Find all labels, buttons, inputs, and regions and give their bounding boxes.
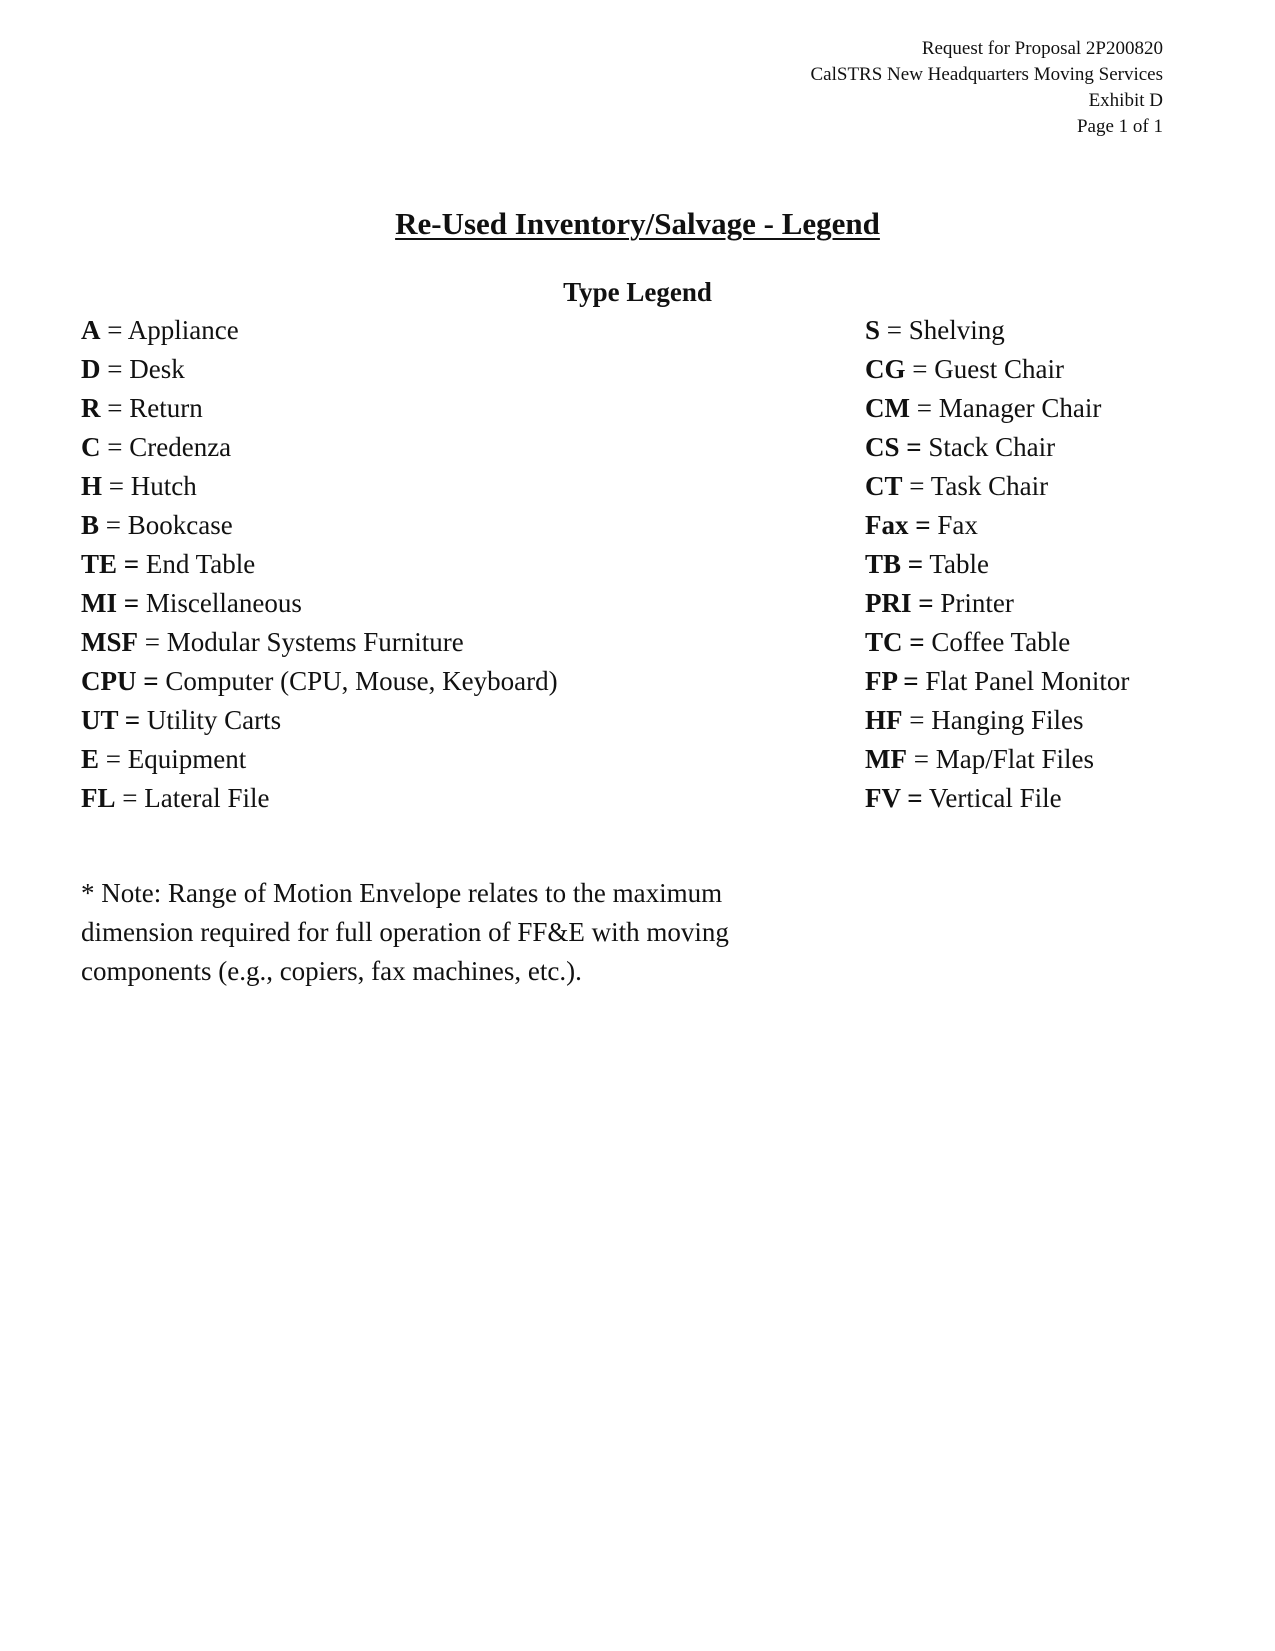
- legend-desc: Shelving: [908, 315, 1005, 345]
- legend-item: [865, 740, 1129, 779]
- legend-code: FL: [81, 783, 116, 813]
- page-title-text: Re-Used Inventory/Salvage - Legend: [395, 206, 880, 241]
- footnote: * Note: Range of Motion Envelope relates to the maximum dimension required for full operation of FF&E with moving components (e.g., copiers, fax machines, etc.).: [81, 878, 729, 986]
- legend-code: B: [81, 510, 100, 540]
- legend-equals: =: [99, 744, 128, 774]
- legend-code: PRI =: [865, 588, 934, 618]
- legend-desc: Computer (CPU, Mouse, Keyboard): [165, 666, 558, 696]
- legend-item: [81, 350, 558, 389]
- legend-desc: Vertical File: [928, 783, 1062, 813]
- legend-item: [865, 779, 1129, 818]
- legend-code: CG: [865, 354, 906, 384]
- legend-item: [81, 389, 558, 428]
- legend-code: HF: [865, 705, 903, 735]
- legend-equals: =: [100, 432, 130, 462]
- legend-item: [865, 662, 1129, 701]
- legend-equals: =: [99, 510, 128, 540]
- legend-desc: Printer: [940, 588, 1014, 618]
- legend-desc: End Table: [145, 549, 256, 579]
- legend-equals: =: [905, 354, 935, 384]
- legend-desc: Flat Panel Monitor: [925, 666, 1130, 696]
- legend-desc: Map/Flat Files: [935, 744, 1094, 774]
- legend-code: R: [81, 393, 101, 423]
- legend-code: TB =: [865, 549, 924, 579]
- legend-heading: Type Legend: [563, 277, 712, 307]
- legend-code: MF: [865, 744, 907, 774]
- legend-item: [865, 389, 1129, 428]
- legend-desc: Appliance: [127, 315, 239, 345]
- legend-equals: [140, 705, 147, 735]
- legend-code: TE =: [81, 549, 140, 579]
- legend-desc: Coffee Table: [931, 627, 1071, 657]
- legend-code: Fax =: [865, 510, 931, 540]
- document-header: [811, 36, 1164, 140]
- legend-item: [81, 662, 558, 701]
- legend-equals: =: [880, 315, 909, 345]
- legend-equals: [139, 588, 146, 618]
- legend-desc: Equipment: [127, 744, 247, 774]
- legend-code: MSF: [81, 627, 138, 657]
- legend-desc: Task Chair: [930, 471, 1049, 501]
- legend-equals: =: [902, 705, 932, 735]
- legend-desc: Manager Chair: [938, 393, 1102, 423]
- legend-code: UT =: [81, 705, 141, 735]
- legend-item: [865, 311, 1129, 350]
- legend-equals: =: [100, 315, 128, 345]
- legend-desc: Guest Chair: [934, 354, 1064, 384]
- legend-desc: Return: [129, 393, 203, 423]
- legend-item: [81, 740, 558, 779]
- legend-item: [81, 701, 558, 740]
- legend-item: [865, 584, 1129, 623]
- legend-code: MI =: [81, 588, 140, 618]
- legend-equals: =: [138, 627, 167, 657]
- legend-code: CPU =: [81, 666, 159, 696]
- header-rfp-line: Request for Proposal 2P200820: [921, 38, 1163, 59]
- legend-desc: Hanging Files: [931, 705, 1084, 735]
- legend-desc: Desk: [129, 354, 185, 384]
- legend-code: D: [81, 354, 101, 384]
- legend-item: [865, 506, 1129, 545]
- legend-code: S: [865, 315, 881, 345]
- header-page-line: Page 1 of 1: [1076, 116, 1163, 137]
- legend-item: [81, 428, 558, 467]
- legend-item: [81, 779, 558, 818]
- legend-item: [865, 428, 1129, 467]
- legend-code: C: [81, 432, 101, 462]
- legend-item: [865, 545, 1129, 584]
- legend-code: FV =: [865, 783, 923, 813]
- legend-equals: =: [102, 471, 131, 501]
- legend-code: H: [81, 471, 103, 501]
- legend-code: E: [81, 744, 100, 774]
- legend-desc: Utility Carts: [146, 705, 282, 735]
- legend-item: [81, 623, 558, 662]
- legend-right-column: [865, 311, 1129, 818]
- legend-item: [81, 584, 558, 623]
- legend-item: [81, 467, 558, 506]
- legend-left-column: [81, 311, 558, 818]
- legend-item: [865, 701, 1129, 740]
- legend-code: CS =: [865, 432, 922, 462]
- legend-desc: Credenza: [129, 432, 232, 462]
- legend-desc: Miscellaneous: [145, 588, 302, 618]
- legend-equals: [139, 549, 146, 579]
- legend-item: [865, 623, 1129, 662]
- legend-desc: Fax: [937, 510, 978, 540]
- legend-item: [81, 545, 558, 584]
- legend-equals: =: [100, 393, 130, 423]
- legend-desc: Bookcase: [127, 510, 233, 540]
- legend-equals: =: [115, 783, 145, 813]
- legend-item: [81, 311, 558, 350]
- legend-desc: Hutch: [130, 471, 197, 501]
- header-exhibit-line: Exhibit D: [1088, 90, 1163, 111]
- legend-desc: Modular Systems Furniture: [166, 627, 464, 657]
- legend-code: CM: [865, 393, 910, 423]
- legend-equals: =: [909, 393, 939, 423]
- legend-desc: Table: [929, 549, 989, 579]
- legend-code: A: [81, 315, 101, 345]
- legend-code: FP =: [865, 666, 919, 696]
- legend-code: CT: [865, 471, 903, 501]
- legend-equals: =: [902, 471, 931, 501]
- header-project-line: CalSTRS New Headquarters Moving Services: [810, 64, 1163, 85]
- legend-equals: =: [906, 744, 936, 774]
- legend-item: [81, 506, 558, 545]
- legend-item: [865, 467, 1129, 506]
- legend-item: [865, 350, 1129, 389]
- legend-equals: =: [100, 354, 130, 384]
- legend-code: TC =: [865, 627, 925, 657]
- legend-desc: Stack Chair: [928, 432, 1056, 462]
- page-title: [0, 204, 1275, 244]
- legend-desc: Lateral File: [144, 783, 270, 813]
